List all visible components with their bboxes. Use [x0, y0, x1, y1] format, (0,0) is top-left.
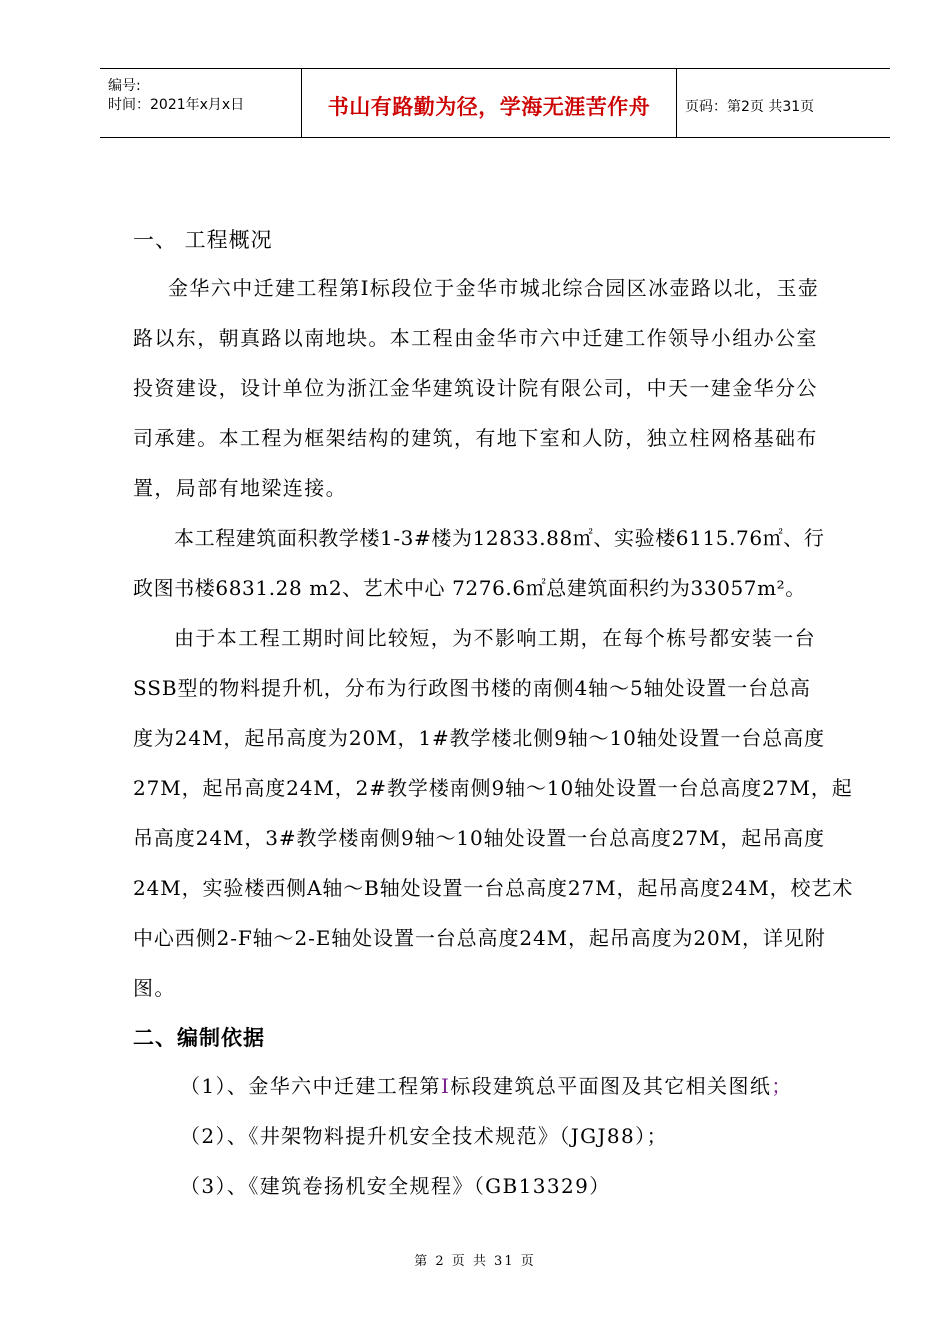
reference-item-1-text: （1）、金华六中迁建工程第: [180, 1074, 441, 1098]
header-meta-cell: [100, 69, 302, 137]
document-header: [100, 68, 890, 138]
reference-item-1: [180, 1070, 793, 1099]
paragraph-line: 度为24M，起吊高度为20M，1#教学楼北侧9轴～10轴处设置一台总高度: [133, 726, 825, 750]
header-page-cell: [677, 69, 890, 137]
paragraph-line: SSB型的物料提升机，分布为行政图书楼的南侧4轴～5轴处设置一台总高: [133, 676, 811, 700]
paragraph-line: 政图书楼6831.28 m2、艺术中心 7276.6㎡总建筑面积约为33057m²。: [133, 576, 806, 600]
reference-item-3: （3）、《建筑卷扬机安全规程》（GB13329）: [180, 1174, 611, 1198]
serial-label: 编号:: [108, 78, 141, 94]
page-footer: 第 2 页 共 31 页: [414, 1254, 536, 1269]
section-title-overview: 一、 工程概况: [133, 228, 273, 252]
section-title-basis: 二、编制依据: [133, 1025, 265, 1050]
reference-item-2: （2）、《井架物料提升机安全技术规范》（JGJ88）；: [180, 1124, 668, 1148]
reference-item-1-punct: ；: [771, 1074, 793, 1098]
paragraph-line: 路以东，朝真路以南地块。本工程由金华市六中迁建工作领导小组办公室: [133, 326, 818, 350]
paragraph-line: 吊高度24M，3#教学楼南侧9轴～10轴处设置一台总高度27M，起吊高度: [133, 826, 825, 850]
motto-text: 书山有路勤为径，学海无涯苦作舟: [327, 95, 651, 119]
paragraph-line: 投资建设，设计单位为浙江金华建筑设计院有限公司，中天一建金华分公: [133, 376, 818, 400]
paragraph-line: 图。: [133, 976, 176, 1000]
reference-item-1-section-mark: Ⅰ: [440, 1074, 451, 1098]
paragraph-line: 由于本工程工期时间比较短，为不影响工期，在每个栋号都安装一台: [174, 626, 816, 650]
paragraph-line: 司承建。本工程为框架结构的建筑，有地下室和人防，独立柱网格基础布: [133, 426, 818, 450]
reference-item-1-text-rest: 标段建筑总平面图及其它相关图纸: [450, 1074, 772, 1098]
paragraph-line: 24M，实验楼西侧A轴～B轴处设置一台总高度27M，起吊高度24M，校艺术: [133, 876, 854, 900]
paragraph-line: 本工程建筑面积教学楼1-3#楼为12833.88㎡、实验楼6115.76㎡、行: [174, 526, 825, 550]
page-info: 页码：第2页 共31页: [685, 99, 815, 115]
paragraph-line: 中心西侧2-F轴～2-E轴处设置一台总高度24M，起吊高度为20M，详见附: [133, 926, 826, 950]
paragraph-line: 置，局部有地梁连接。: [133, 476, 347, 500]
header-motto-cell: [302, 69, 677, 137]
paragraph-line: 金华六中迁建工程第Ⅰ标段位于金华市城北综合园区冰壶路以北，玉壶: [168, 276, 820, 300]
time-label: 时间：2021年x月x日: [108, 97, 245, 113]
paragraph-line: 27M，起吊高度24M，2#教学楼南侧9轴～10轴处设置一台总高度27M，起: [133, 776, 853, 800]
